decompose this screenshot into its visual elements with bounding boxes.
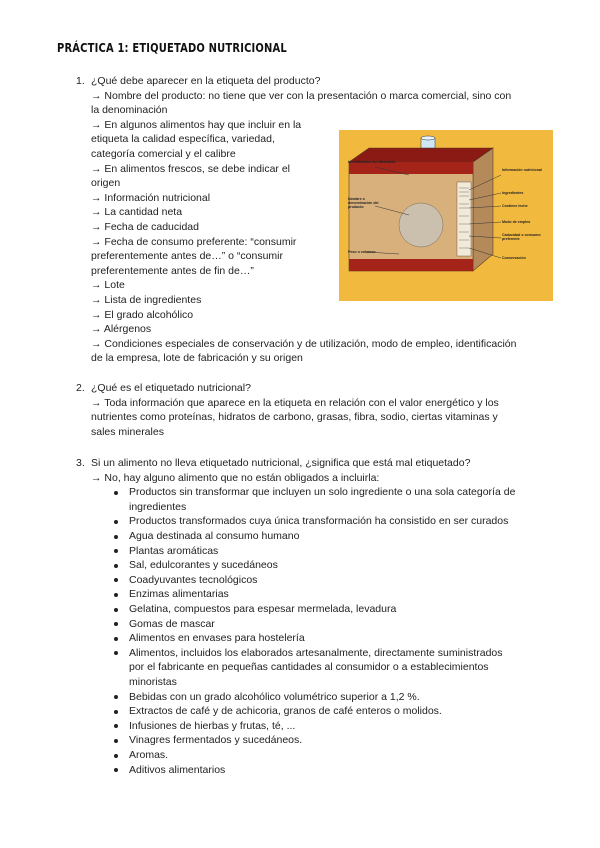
bullet-icon bbox=[114, 739, 118, 743]
bullet-icon bbox=[114, 608, 118, 612]
answer-line: → Alérgenos bbox=[91, 323, 152, 336]
answer-line: sales minerales bbox=[91, 425, 164, 438]
list-item: por el fabricante en pequeñas cantidades al consumidor o a establecimientos bbox=[129, 661, 489, 674]
list-item: minoristas bbox=[129, 676, 177, 688]
label-manufacturer: Identificación del fabricante bbox=[348, 160, 396, 164]
bullet-icon bbox=[114, 710, 118, 714]
answer-intro: → No, hay alguno alimento que no están obligados a incluirla: bbox=[91, 471, 380, 484]
list-item: Alimentos, incluidos los elaborados artesanalmente, directamente suministrados bbox=[129, 646, 503, 659]
bullet-icon bbox=[114, 724, 118, 728]
question-text: Si un alimento no lleva etiquetado nutricional, ¿significa que está mal etiquetado? bbox=[91, 457, 471, 469]
bullet-icon bbox=[114, 754, 118, 758]
answer-line: → En algunos alimentos hay que incluir en la bbox=[91, 118, 302, 131]
list-item: Gomas de mascar bbox=[129, 617, 215, 630]
list-item: Alimentos en envases para hostelería bbox=[129, 632, 305, 645]
question-number: 1. bbox=[76, 75, 85, 87]
answer-line: origen bbox=[91, 177, 121, 190]
list-item: Plantas aromáticas bbox=[129, 544, 219, 557]
bullet-icon bbox=[114, 695, 118, 699]
answer-line: → Condiciones especiales de conservación y de utilización, modo de empleo, identificación bbox=[91, 337, 517, 350]
label-product-name: Nombre o denominación del producto bbox=[348, 197, 379, 210]
list-item: Productos sin transformar que incluyen un solo ingrediente o una sola categoría de bbox=[129, 486, 516, 499]
question-text: ¿Qué debe aparecer en la etiqueta del producto? bbox=[91, 75, 321, 87]
list-item: Aromas. bbox=[129, 749, 169, 761]
list-item: Vinagres fermentados y sucedáneos. bbox=[129, 734, 303, 747]
answer-line: nutrientes como proteínas, hidratos de carbono, grasas, fibra, sodio, ciertas vitaminas y bbox=[91, 411, 498, 424]
label-nutrition-info: Información nutricional bbox=[502, 168, 542, 172]
answer-line: → Fecha de caducidad bbox=[91, 221, 199, 233]
answer-line: → El grado alcohólico bbox=[91, 308, 194, 321]
question-text: ¿Qué es el etiquetado nutricional? bbox=[91, 382, 251, 394]
bullet-icon bbox=[114, 549, 118, 553]
bullet-icon bbox=[114, 768, 118, 772]
answer-line: preferentemente antes de…” o “consumir bbox=[91, 250, 284, 263]
label-usage: Modo de empleo bbox=[502, 220, 531, 224]
bullet-icon bbox=[114, 564, 118, 568]
bullet-icon bbox=[114, 593, 118, 597]
list-item: Agua destinada al consumo humano bbox=[129, 530, 300, 542]
label-weight: Peso o volumen bbox=[348, 250, 376, 254]
answer-line: → Información nutricional bbox=[91, 191, 211, 204]
answer-line: → En alimentos frescos, se debe indicar el bbox=[91, 162, 291, 175]
answer-line: la denominación bbox=[91, 104, 168, 117]
list-item: Bebidas con un grado alcohólico volumétrico superior a 1,2 %. bbox=[129, 690, 420, 703]
list-item: Gelatina, compuestos para espesar mermelada, levadura bbox=[129, 603, 397, 615]
bullet-icon bbox=[114, 578, 118, 582]
list-item: Enzimas alimentarias bbox=[129, 588, 229, 601]
answer-line: → Fecha de consumo preferente: “consumir bbox=[91, 235, 297, 248]
answer-line: preferentemente antes de fin de…” bbox=[91, 264, 254, 277]
answer-line: → Toda información que aparece en la etiqueta en relación con el valor energético y los bbox=[91, 396, 499, 409]
answer-line: de la empresa, lote de fabricación y su origen bbox=[91, 352, 303, 365]
label-storage: Conservación bbox=[502, 256, 526, 260]
answer-line: → Nombre del producto: no tiene que ver con la presentación o marca comercial, sino con bbox=[91, 89, 512, 102]
question-number: 3. bbox=[76, 457, 85, 469]
milk-carton-image bbox=[339, 130, 553, 301]
answer-line: categoría comercial y el calibre bbox=[91, 148, 236, 160]
answer-line: → Lote bbox=[91, 279, 125, 292]
bullet-icon bbox=[114, 520, 118, 524]
answer-line: → Lista de ingredientes bbox=[91, 294, 202, 306]
list-item: Extractos de café y de achicoria, granos de café enteros o molidos. bbox=[129, 705, 442, 718]
bullet-icon bbox=[114, 651, 118, 655]
list-item: Aditivos alimentarios bbox=[129, 763, 226, 776]
list-item: Productos transformados cuya única transformación ha consistido en ser curados bbox=[129, 515, 509, 528]
list-item: Coadyuvantes tecnológicos bbox=[129, 573, 258, 586]
bullet-icon bbox=[114, 491, 118, 495]
label-expiry: Caducidad o consumo preferente bbox=[502, 233, 541, 242]
bullet-icon bbox=[114, 637, 118, 641]
list-item: Infusiones de hierbas y frutas, té, ... bbox=[129, 719, 296, 732]
answer-line: → La cantidad neta bbox=[91, 206, 183, 219]
label-contains-milk: Contiene leche bbox=[502, 204, 528, 208]
question-number: 2. bbox=[76, 382, 85, 394]
bullet-icon bbox=[114, 535, 118, 539]
bullet-icon bbox=[114, 622, 118, 626]
list-item: Sal, edulcorantes y sucedáneos bbox=[129, 559, 278, 572]
list-item: ingredientes bbox=[129, 500, 187, 513]
answer-line: etiqueta la calidad específica, variedad, bbox=[91, 133, 275, 146]
label-ingredients: Ingredientes bbox=[502, 191, 524, 195]
label-illustration bbox=[339, 130, 553, 301]
page-title: PRÁCTICA 1: ETIQUETADO NUTRICIONAL bbox=[57, 41, 287, 55]
